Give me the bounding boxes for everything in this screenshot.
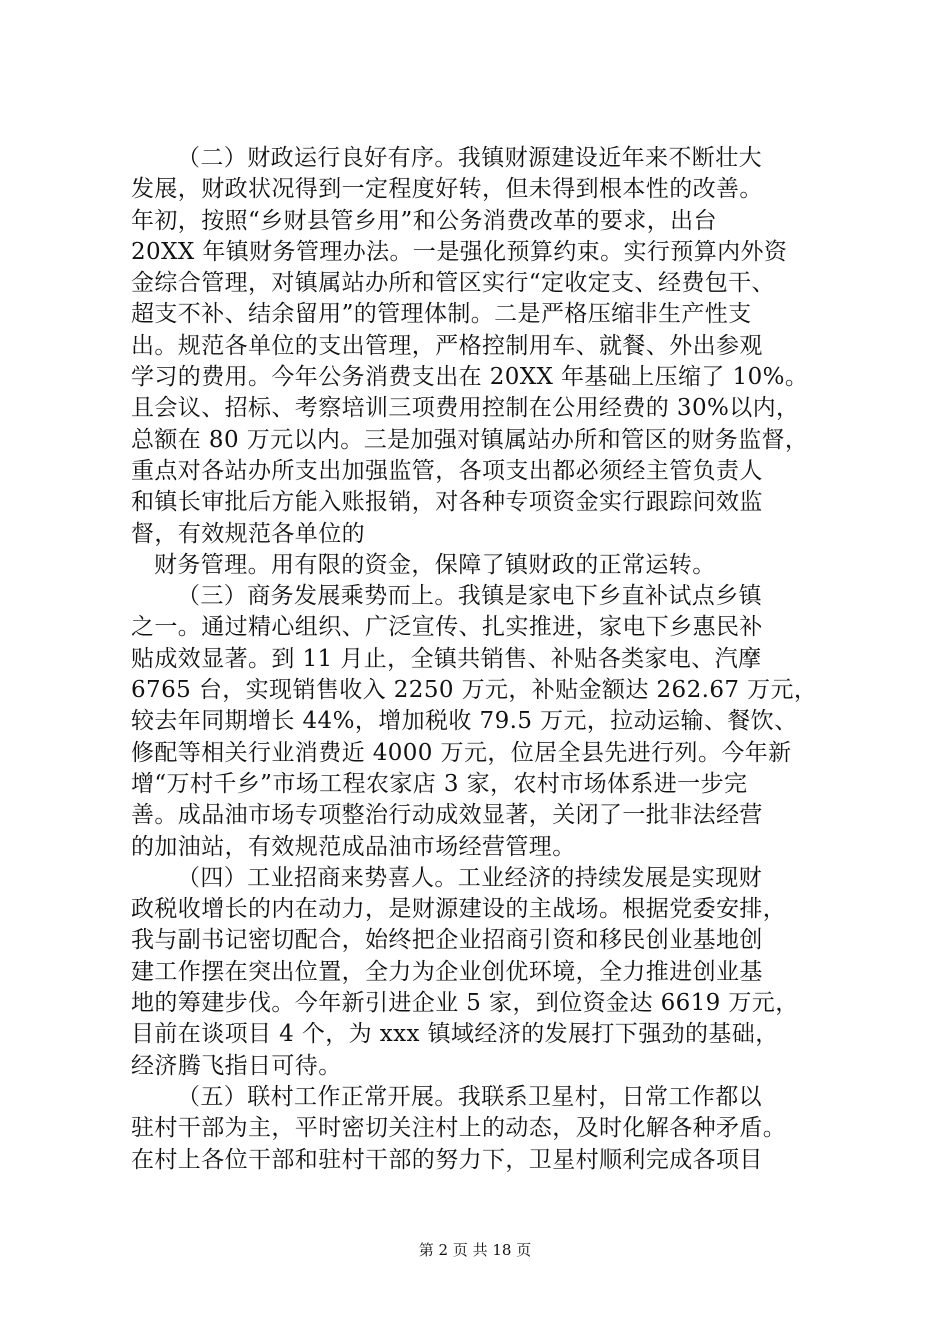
paragraph-line: 在村上各位干部和驻村干部的努力下，卫星村顺利完成各项目: [131, 1146, 763, 1173]
paragraph-line: 善。成品油市场专项整治行动成效显著，关闭了一批非法经营: [131, 802, 763, 829]
paragraph-line: （五）联村工作正常开展。我联系卫星村，日常工作都以: [177, 1083, 762, 1110]
paragraph-line: 的加油站，有效规范成品油市场经营管理。: [131, 833, 576, 860]
paragraph-line: 年初，按照“乡财县管乡用”和公务消费改革的要求，出台: [131, 207, 717, 234]
paragraph-line: 目前在谈项目 4 个，为 xxx 镇域经济的发展打下强劲的基础，: [131, 1021, 779, 1048]
paragraph-line: 地的筹建步伐。今年新引进企业 5 家，到位资金达 6619 万元，: [131, 990, 799, 1017]
paragraph-line: 总额在 80 万元以内。三是加强对镇属站办所和管区的财务监督，: [131, 426, 809, 453]
paragraph-line: 督，有效规范各单位的: [131, 520, 365, 547]
paragraph-line: 和镇长审批后方能入账报销，对各种专项资金实行跟踪问效监: [131, 489, 763, 516]
paragraph-line: 贴成效显著。到 11 月止，全镇共销售、补贴各类家电、汽摩: [131, 645, 762, 672]
paragraph-line: 发展，财政状况得到一定程度好转，但未得到根本性的改善。: [131, 176, 763, 203]
paragraph-line: 政税收增长的内在动力，是财源建设的主战场。根据党委安排，: [131, 896, 787, 923]
paragraph-line: 修配等相关行业消费近 4000 万元，位居全县先进行列。今年新: [131, 739, 792, 766]
paragraph-line: 重点对各站办所支出加强监管，各项支出都必须经主管负责人: [131, 457, 763, 484]
paragraph-line: 6765 台，实现销售收入 2250 万元，补贴金额达 262.67 万元，: [131, 677, 818, 704]
paragraph-line: 较去年同期增长 44%，增加税收 79.5 万元，拉动运输、餐饮、: [131, 708, 798, 735]
page-number-footer: 第 2 页 共 18 页: [418, 1241, 532, 1259]
paragraph-line: 财务管理。用有限的资金，保障了镇财政的正常运转。: [154, 551, 716, 578]
document-body: [131, 143, 831, 1176]
paragraph-line: 经济腾飞指日可待。: [131, 1052, 342, 1079]
paragraph-line: 增“万村千乡”市场工程农家店 3 家，农村市场体系进一步完: [131, 770, 748, 797]
paragraph-line: 出。规范各单位的支出管理，严格控制用车、就餐、外出参观: [131, 332, 763, 359]
paragraph-line: 金综合管理，对镇属站办所和管区实行“定收定支、经费包干、: [131, 270, 775, 297]
paragraph-line: （三）商务发展乘势而上。我镇是家电下乡直补试点乡镇: [177, 583, 762, 610]
paragraph-line: 我与副书记密切配合，始终把企业招商引资和移民创业基地创: [131, 927, 763, 954]
paragraph-line: 之一。通过精心组织、广泛宣传、扎实推进，家电下乡惠民补: [131, 614, 763, 641]
paragraph-line: 20XX 年镇财务管理办法。一是强化预算约束。实行预算内外资: [131, 238, 788, 265]
paragraph-line: 超支不补、结余留用”的管理体制。二是严格压缩非生产性支: [131, 301, 752, 328]
paragraph-line: （四）工业招商来势喜人。工业经济的持续发展是实现财: [177, 864, 762, 891]
paragraph-line: （二）财政运行良好有序。我镇财源建设近年来不断壮大: [177, 145, 762, 171]
paragraph-line: 且会议、招标、考察培训三项费用控制在公用经费的 30%以内，: [131, 395, 800, 422]
paragraph-line: 驻村干部为主，平时密切关注村上的动态，及时化解各种矛盾。: [131, 1115, 787, 1142]
paragraph-line: 学习的费用。今年公务消费支出在 20XX 年基础上压缩了 10%。: [131, 364, 809, 391]
paragraph-line: 建工作摆在突出位置，全力为企业创优环境，全力推进创业基: [131, 958, 763, 985]
